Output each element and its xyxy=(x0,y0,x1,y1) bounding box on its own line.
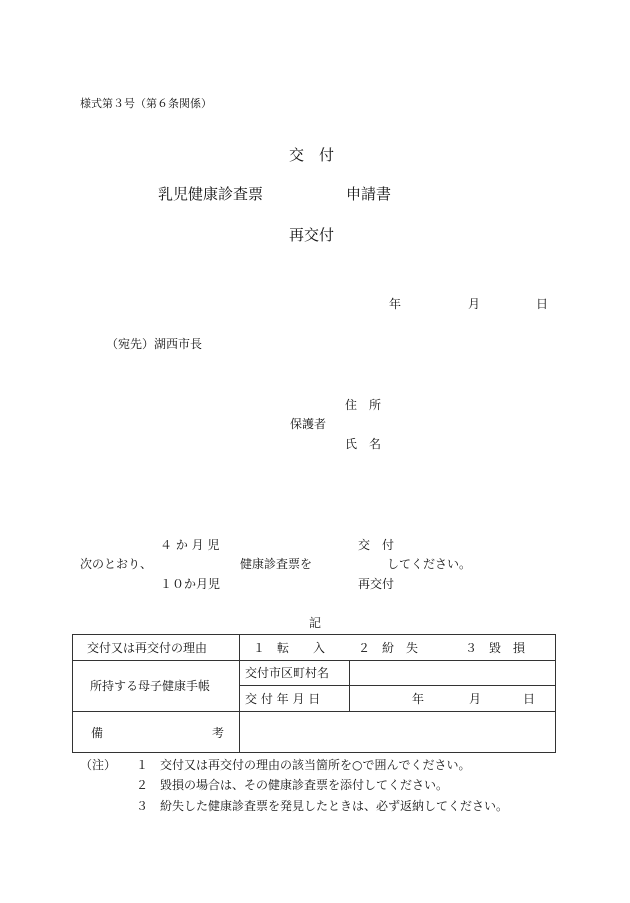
addressee: （宛先）湖西市長 xyxy=(106,337,203,351)
issue-month-label: 月 xyxy=(469,692,482,706)
title-option-reissue: 再交付 xyxy=(289,226,335,244)
title-suffix: 申請書 xyxy=(346,185,392,203)
handbook-label: 所持する母子健康手帳 xyxy=(90,679,211,693)
note-text: 紛失した健康診査票を発見したときは、必ず返納してください。 xyxy=(160,799,509,813)
age-4-months: ４ か 月 児 xyxy=(160,538,220,552)
age-10-months: １０か月児 xyxy=(160,577,221,591)
municipality-label: 交付市区町村名 xyxy=(245,666,330,680)
issue-day-label: 日 xyxy=(523,692,536,706)
table-rule xyxy=(239,685,555,686)
note-number: １ xyxy=(136,758,149,772)
request-reissue: 再交付 xyxy=(358,577,395,591)
request-prefix: 次のとおり、 xyxy=(80,557,153,571)
form-number: 様式第３号（第６条関係） xyxy=(80,97,212,110)
request-suffix: してください。 xyxy=(387,557,472,571)
remarks-label-2: 考 xyxy=(212,726,225,740)
table-rule xyxy=(349,660,350,712)
table-rule xyxy=(73,711,555,712)
reason-label: 交付又は再交付の理由 xyxy=(87,641,208,655)
guardian-label: 保護者 xyxy=(290,417,327,431)
date-month-label: 月 xyxy=(468,297,481,311)
remarks-label-1: 備 xyxy=(91,726,104,740)
address-label: 住 所 xyxy=(345,398,382,412)
date-day-label: 日 xyxy=(536,297,549,311)
note-number: ３ xyxy=(136,799,149,813)
page-title: 乳児健康診査票 xyxy=(158,185,264,203)
notes-label: （注） xyxy=(80,758,117,772)
note-text: 毀損の場合は、その健康診査票を添付してください。 xyxy=(160,778,449,792)
reason-option-transfer: １ 転 入 xyxy=(253,641,326,655)
ki-label: 記 xyxy=(309,616,322,630)
table-rule xyxy=(73,660,555,661)
application-table xyxy=(72,634,556,753)
request-issue: 交 付 xyxy=(358,538,395,552)
title-option-issue: 交 付 xyxy=(289,146,335,164)
reason-option-damaged: ３ 毀 損 xyxy=(465,641,526,655)
issue-date-label: 交 付 年 月 日 xyxy=(245,692,321,706)
note-text: 交付又は再交付の理由の該当箇所を○で囲んでください。 xyxy=(160,758,471,772)
reason-option-lost: ２ 紛 失 xyxy=(358,641,419,655)
request-middle: 健康診査票を xyxy=(240,557,313,571)
date-year-label: 年 xyxy=(389,297,402,311)
name-label: 氏 名 xyxy=(345,437,382,451)
note-number: ２ xyxy=(136,778,149,792)
table-rule xyxy=(239,635,240,752)
issue-year-label: 年 xyxy=(412,692,425,706)
